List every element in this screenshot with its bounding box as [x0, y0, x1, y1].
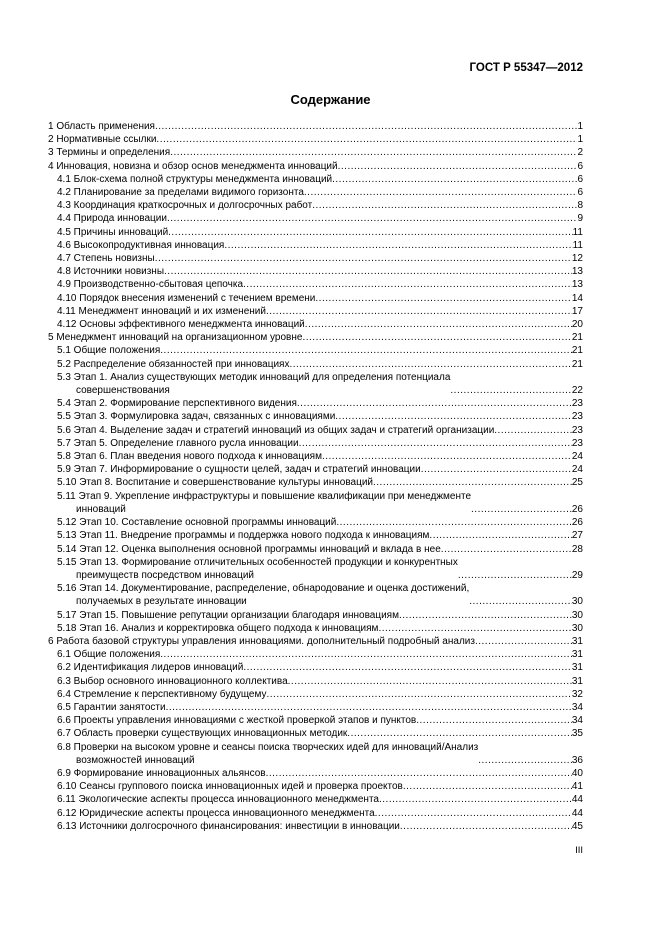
toc-page-number: 24	[571, 451, 583, 463]
dot-leader	[336, 516, 572, 529]
toc-entry[interactable]	[48, 410, 583, 423]
toc-entry-text: 5.16 Этап 14. Документирование, распределение, обнародование и оценка достижений,	[57, 583, 470, 595]
toc-entry[interactable]	[48, 344, 583, 357]
toc-entry[interactable]	[48, 529, 583, 542]
toc-entry[interactable]	[48, 516, 583, 529]
toc-page-number: 35	[571, 728, 583, 740]
toc-entry-text: 6.6 Проекты управления инновациями с жесткой проверкой этапов и пунктов	[57, 715, 417, 727]
dot-leader	[297, 397, 572, 410]
toc-entry-text: 6 Работа базовой структуры управления инновациями. дополнительный подробный анализ	[48, 635, 475, 647]
toc-page-number: 1	[577, 134, 583, 146]
toc-page-number: 26	[571, 503, 583, 515]
toc-entry[interactable]	[48, 820, 583, 833]
toc-entry[interactable]	[48, 556, 583, 582]
toc-page-number: 31	[571, 649, 583, 661]
toc-entry[interactable]	[48, 675, 583, 688]
toc-entry-text: 4.8 Источники новизны	[57, 266, 165, 278]
dot-leader	[315, 292, 571, 305]
toc-entry-text: 6.8 Проверки на высоком уровне и сеансы поиска творческих идей для инноваций/Анализ	[57, 741, 479, 753]
toc-entry-text: 5.14 Этап 12. Оценка выполнения основной программы инноваций и вклада в нее	[57, 543, 441, 555]
toc-entry[interactable]	[48, 476, 583, 489]
toc-page-number: 17	[571, 305, 583, 317]
dot-leader	[478, 754, 572, 767]
toc-page-number: 31	[571, 662, 583, 674]
toc-entry[interactable]	[48, 582, 583, 608]
toc-entry-text: 5.12 Этап 10. Составление основной программы инноваций	[57, 517, 337, 529]
dot-leader	[266, 688, 571, 701]
dot-leader	[299, 437, 572, 450]
toc-page-number: 45	[571, 820, 583, 832]
toc-entry-text: 5.7 Этап 5. Определение главного русла инновации	[57, 437, 299, 449]
dot-leader	[160, 344, 572, 357]
toc-entry-text: 5.2 Распределение обязанностей при инновациях	[57, 358, 290, 370]
toc-page-number: 24	[571, 464, 583, 476]
toc-entry-text: 4.5 Причины инноваций	[57, 226, 169, 238]
toc-entry[interactable]	[48, 265, 583, 278]
toc-entry-text: 4.11 Менеджмент инноваций и их изменений	[57, 305, 266, 317]
toc-entry-text: 6.1 Общие положения	[57, 649, 161, 661]
toc-page-number: 11	[572, 226, 583, 238]
toc-page-number: 23	[571, 411, 583, 423]
toc-entry[interactable]	[48, 450, 583, 463]
toc-page-number: 29	[571, 569, 583, 581]
dot-leader	[302, 331, 571, 344]
toc-entry-text: 6.7 Область проверки существующих инновационных методик	[57, 728, 348, 740]
dot-leader	[450, 384, 571, 397]
table-of-contents	[48, 120, 583, 833]
toc-entry-text: 2 Нормативные ссылки	[48, 134, 157, 146]
dot-leader	[305, 318, 572, 331]
toc-page-number: 1	[577, 121, 583, 132]
dot-leader	[243, 661, 572, 674]
toc-page-number: 30	[571, 609, 583, 621]
toc-entry-text: 5.15 Этап 13. Формирование отличительных особенностей продукции и конкурентных	[57, 556, 458, 568]
toc-entry-text: 4.10 Порядок внесения изменений с течением времени	[57, 292, 316, 304]
toc-page-number: 26	[571, 517, 583, 529]
toc-page-number: 2	[577, 147, 583, 159]
dot-leader	[469, 595, 572, 608]
toc-entry-text: 4.4 Природа инновации	[57, 213, 167, 225]
toc-entry-text: 4 Инновация, новизна и обзор основ менеджмента инноваций	[48, 160, 338, 172]
toc-page-number: 8	[577, 200, 583, 212]
dot-leader	[338, 160, 578, 173]
dot-leader	[168, 226, 572, 239]
toc-entry-text: 6.9 Формирование инновационных альянсов	[57, 767, 266, 779]
dot-leader	[375, 807, 572, 820]
toc-entry[interactable]	[48, 741, 583, 767]
toc-entry-text: 4.1 Блок-схема полной структуры менеджмента инноваций	[57, 173, 333, 185]
dot-leader	[304, 186, 578, 199]
toc-page-number: 6	[577, 173, 583, 185]
toc-entry-continuation: преимуществ посредством инноваций	[76, 569, 255, 581]
dot-leader	[322, 450, 572, 463]
toc-page-number: 30	[571, 622, 583, 634]
toc-entry[interactable]	[48, 661, 583, 674]
toc-entry[interactable]	[48, 437, 583, 450]
dot-leader	[155, 120, 577, 133]
toc-page-number: 23	[571, 424, 583, 436]
toc-entry[interactable]	[48, 226, 583, 239]
toc-entry[interactable]	[48, 635, 583, 648]
toc-page-number: 21	[571, 332, 583, 344]
toc-page-number: 9	[577, 213, 583, 225]
dot-leader	[379, 793, 572, 806]
toc-entry[interactable]	[48, 252, 583, 265]
toc-entry[interactable]	[48, 701, 583, 714]
toc-entry-text: 6.12 Юридические аспекты процесса инновационного менеджмента	[57, 807, 375, 819]
toc-entry-continuation: возможностей инноваций	[76, 754, 195, 766]
dot-leader	[167, 212, 577, 225]
toc-entry-text: 1 Область применения	[48, 121, 155, 132]
toc-entry[interactable]	[48, 688, 583, 701]
toc-page-number: 6	[577, 187, 583, 199]
toc-entry-text: 6.5 Гарантии занятости	[57, 701, 166, 713]
page-number: III	[575, 845, 583, 856]
toc-entry[interactable]	[48, 397, 583, 410]
toc-page-number: 34	[571, 701, 583, 713]
toc-page-number: 22	[571, 385, 583, 397]
toc-entry[interactable]	[48, 622, 583, 635]
toc-entry[interactable]	[48, 424, 583, 437]
dot-leader	[335, 410, 572, 423]
toc-page-number: 23	[571, 437, 583, 449]
dot-leader	[266, 767, 572, 780]
toc-entry[interactable]	[48, 807, 583, 820]
dot-leader	[156, 133, 577, 146]
toc-entry-text: 6.4 Стремление к перспективному будущему	[57, 688, 267, 700]
toc-page-number: 44	[571, 807, 583, 819]
dot-leader	[475, 635, 572, 648]
toc-entry[interactable]	[48, 120, 583, 133]
toc-page-number: 21	[571, 358, 583, 370]
toc-entry[interactable]	[48, 292, 583, 305]
dot-leader	[400, 820, 572, 833]
toc-entry[interactable]	[48, 543, 583, 556]
toc-entry[interactable]	[48, 463, 583, 476]
dot-leader	[373, 476, 572, 489]
dot-leader	[416, 714, 572, 727]
toc-entry-text: 5.17 Этап 15. Повышение репутации организации благодаря инновациям	[57, 609, 399, 621]
dot-leader	[458, 569, 572, 582]
toc-entry-text: 5.6 Этап 4. Выделение задач и стратегий инноваций из общих задач и стратегий организации	[57, 424, 495, 436]
toc-entry-text: 5 Менеджмент инноваций на организационном уровне	[48, 332, 303, 344]
toc-entry[interactable]	[48, 146, 583, 159]
toc-entry[interactable]	[48, 133, 583, 146]
toc-page-number: 25	[571, 477, 583, 489]
toc-entry-text: 4.9 Производственно-сбытовая цепочка	[57, 279, 244, 291]
toc-entry[interactable]	[48, 490, 583, 516]
toc-page-number: 41	[571, 781, 583, 793]
dot-leader	[160, 648, 572, 661]
toc-entry-text: 5.3 Этап 1. Анализ существующих методик инноваций для определения потенциала	[57, 371, 451, 383]
toc-entry-text: 4.6 Высокопродуктивная инновация	[57, 239, 225, 251]
toc-entry-text: 5.5 Этап 3. Формулировка задач, связанных с инновациями	[57, 411, 336, 423]
toc-page-number: 32	[571, 688, 583, 700]
toc-entry-text: 3 Термины и определения	[48, 147, 171, 159]
dot-leader	[266, 305, 572, 318]
toc-page-number: 23	[571, 398, 583, 410]
toc-entry[interactable]	[48, 727, 583, 740]
toc-page-number: 13	[571, 266, 583, 278]
toc-page-number: 14	[571, 292, 583, 304]
dot-leader	[429, 529, 571, 542]
dot-leader	[332, 173, 577, 186]
toc-page-number: 44	[571, 794, 583, 806]
toc-entry[interactable]	[48, 318, 583, 331]
toc-entry-text: 5.13 Этап 11. Внедрение программы и поддержка нового подхода к инновациям	[57, 530, 430, 542]
dot-leader	[289, 358, 571, 371]
toc-entry[interactable]	[48, 160, 583, 173]
toc-entry-continuation: получаемых в результате инновации	[76, 596, 247, 608]
toc-entry[interactable]	[48, 173, 583, 186]
toc-entry-text: 5.1 Общие положения	[57, 345, 161, 357]
toc-entry[interactable]	[48, 212, 583, 225]
toc-entry-text: 6.10 Сеансы группового поиска инновационных идей и проверка проектов	[57, 781, 403, 793]
dot-leader	[403, 780, 572, 793]
toc-entry[interactable]	[48, 793, 583, 806]
document-code: ГОСТ Р 55347—2012	[469, 62, 583, 74]
dot-leader	[494, 424, 572, 437]
toc-page-number: 40	[571, 767, 583, 779]
toc-entry-text: 5.18 Этап 16. Анализ и корректировка общего подхода к инновациям	[57, 622, 379, 634]
toc-page-number: 20	[571, 319, 583, 331]
toc-page-number: 34	[571, 715, 583, 727]
page-title: Содержание	[290, 92, 371, 107]
toc-page-number: 28	[571, 543, 583, 555]
toc-entry-text: 5.10 Этап 8. Воспитание и совершенствование культуры инноваций	[57, 477, 373, 489]
toc-entry[interactable]	[48, 278, 583, 291]
toc-entry[interactable]	[48, 331, 583, 344]
toc-page-number: 27	[571, 530, 583, 542]
dot-leader	[347, 727, 572, 740]
dot-leader	[224, 239, 572, 252]
toc-entry[interactable]	[48, 186, 583, 199]
toc-entry-text: 6.11 Экологические аспекты процесса инновационного менеджмента	[57, 794, 379, 806]
toc-page-number: 12	[571, 253, 583, 265]
toc-page-number: 30	[571, 596, 583, 608]
toc-entry-text: 4.2 Планирование за пределами видимого горизонта	[57, 187, 304, 199]
dot-leader	[312, 199, 577, 212]
toc-entry-text: 5.8 Этап 6. План введения нового подхода к инновациям	[57, 451, 322, 463]
toc-entry[interactable]	[48, 358, 583, 371]
toc-entry[interactable]	[48, 371, 583, 397]
toc-page-number: 36	[571, 754, 583, 766]
toc-entry-text: 4.12 Основы эффективного менеджмента инноваций	[57, 319, 305, 331]
dot-leader	[164, 265, 572, 278]
toc-entry[interactable]	[48, 648, 583, 661]
dot-leader	[288, 675, 572, 688]
toc-entry[interactable]	[48, 767, 583, 780]
toc-entry-text: 5.4 Этап 2. Формирование перспективного видения	[57, 398, 297, 410]
toc-entry-text: 6.2 Идентификация лидеров инноваций	[57, 662, 244, 674]
toc-page-number: 13	[571, 279, 583, 291]
toc-entry-continuation: инноваций	[76, 503, 126, 515]
toc-page-number: 31	[571, 675, 583, 687]
toc-entry-text: 5.11 Этап 9. Укрепление инфраструктуры и повышение квалификации при менеджменте	[57, 490, 472, 502]
dot-leader	[399, 609, 572, 622]
toc-page-number: 31	[571, 635, 583, 647]
toc-page-number: 11	[572, 239, 583, 251]
dot-leader	[166, 701, 572, 714]
dot-leader	[155, 252, 572, 265]
toc-entry[interactable]	[48, 780, 583, 793]
toc-entry[interactable]	[48, 305, 583, 318]
dot-leader	[421, 463, 572, 476]
toc-entry-continuation: совершенствования	[76, 385, 170, 397]
toc-entry[interactable]	[48, 199, 583, 212]
toc-entry[interactable]	[48, 714, 583, 727]
dot-leader	[378, 622, 571, 635]
dot-leader	[441, 543, 572, 556]
toc-page-number: 21	[571, 345, 583, 357]
dot-leader	[471, 503, 572, 516]
toc-entry-text: 4.3 Координация краткосрочных и долгосрочных работ	[57, 200, 313, 212]
toc-entry-text: 5.9 Этап 7. Информирование о сущности целей, задач и стратегий инновации	[57, 464, 421, 476]
toc-page-number: 6	[577, 160, 583, 172]
toc-entry-text: 6.13 Источники долгосрочного финансирования: инвестиции в инновации	[57, 820, 400, 832]
toc-entry[interactable]	[48, 239, 583, 252]
dot-leader	[243, 278, 572, 291]
dot-leader	[170, 146, 577, 159]
toc-entry[interactable]	[48, 609, 583, 622]
toc-entry-text: 6.3 Выбор основного инновационного коллектива	[57, 675, 288, 687]
toc-entry-text: 4.7 Степень новизны	[57, 253, 155, 265]
